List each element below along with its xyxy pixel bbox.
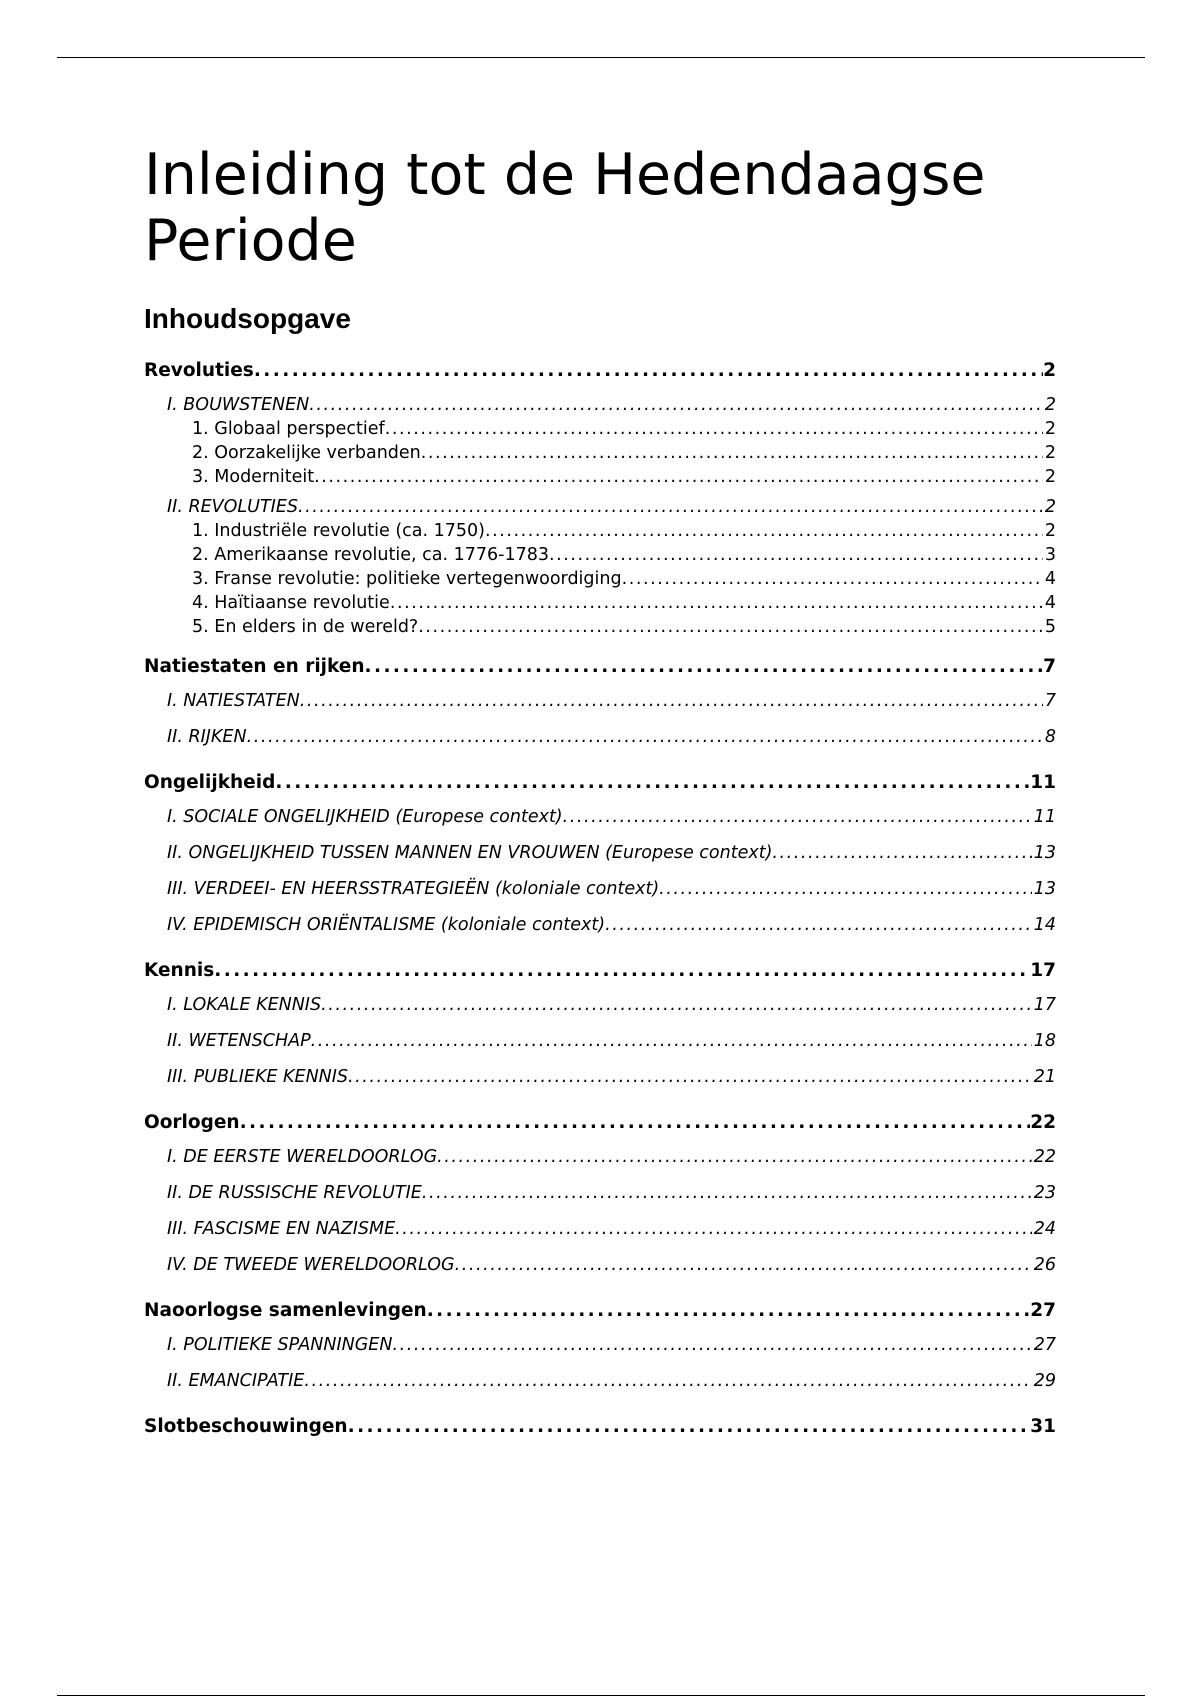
toc-subsection[interactable] xyxy=(144,543,1056,567)
toc-section[interactable] xyxy=(144,683,1056,719)
toc-page-number: 13 xyxy=(1033,879,1056,899)
toc-section[interactable] xyxy=(144,987,1056,1023)
dot-leader xyxy=(314,465,1043,489)
toc-section[interactable] xyxy=(144,719,1056,755)
dot-leader xyxy=(485,519,1043,543)
toc-entry-label: IV. EPIDEMISCH ORIËNTALISME (koloniale context) xyxy=(167,915,606,935)
dot-leader xyxy=(422,1175,1032,1211)
toc-page-number: 22 xyxy=(1033,1147,1056,1167)
toc-page-number: 2 xyxy=(1044,395,1056,415)
toc-section[interactable] xyxy=(144,835,1056,871)
toc-entry-label: Oorlogen xyxy=(144,1112,240,1133)
toc-page-number: 24 xyxy=(1033,1219,1056,1239)
toc-subsection[interactable] xyxy=(144,441,1056,465)
toc-entry-label: 3. Franse revolutie: politieke vertegenwoordiging xyxy=(192,569,622,589)
toc-subsection[interactable] xyxy=(144,567,1056,591)
document-title: Inleiding tot de Hedendaagse Periode xyxy=(144,142,986,274)
toc-page-number: 2 xyxy=(1044,443,1056,463)
toc-page-number: 2 xyxy=(1044,419,1056,439)
toc-entry-label: I. SOCIALE ONGELIJKHEID (Europese context) xyxy=(167,807,563,827)
toc-entry-label: III. VERDEEI- EN HEERSSTRATEGIEËN (koloniale context) xyxy=(167,879,660,899)
toc-entry-label: 4. Haïtiaanse revolutie xyxy=(192,593,390,613)
toc-entry-label: Slotbeschouwingen xyxy=(144,1416,348,1437)
toc-entry-label: IV. DE TWEEDE WERELDOORLOG xyxy=(167,1255,455,1275)
dot-leader xyxy=(304,1363,1031,1399)
toc-page-number: 23 xyxy=(1033,1183,1056,1203)
toc-subsection[interactable] xyxy=(144,615,1056,639)
toc-section[interactable] xyxy=(144,799,1056,835)
dot-leader xyxy=(418,615,1043,639)
dot-leader xyxy=(395,1211,1032,1247)
toc-section[interactable] xyxy=(144,1327,1056,1363)
dot-leader xyxy=(309,393,1043,417)
toc-entry-label: 2. Amerikaanse revolutie, ca. 1776-1783 xyxy=(192,545,549,565)
toc-entry-label: 3. Moderniteit xyxy=(192,467,315,487)
toc-page-number: 27 xyxy=(1030,1300,1056,1321)
toc-page-number: 4 xyxy=(1044,569,1056,589)
dot-leader xyxy=(348,1059,1032,1095)
toc-page-number: 27 xyxy=(1033,1335,1056,1355)
toc-page-number: 11 xyxy=(1033,807,1056,827)
dot-leader xyxy=(772,835,1031,871)
table-of-contents xyxy=(144,355,1056,1443)
toc-page-number: 7 xyxy=(1043,656,1056,677)
toc-chapter[interactable] xyxy=(144,355,1056,387)
toc-entry-label: Kennis xyxy=(144,960,215,981)
toc-section[interactable] xyxy=(144,1059,1056,1095)
toc-page-number: 17 xyxy=(1033,995,1056,1015)
toc-section[interactable] xyxy=(144,495,1056,519)
dot-leader xyxy=(365,651,1044,683)
toc-page-number: 2 xyxy=(1044,521,1056,541)
toc-page-number: 22 xyxy=(1030,1112,1056,1133)
toc-section[interactable] xyxy=(144,1363,1056,1399)
dot-leader xyxy=(311,1023,1032,1059)
toc-page-number: 21 xyxy=(1033,1067,1056,1087)
toc-entry-label: I. LOKALE KENNIS xyxy=(167,995,322,1015)
dot-leader xyxy=(392,1327,1031,1363)
toc-page-number: 29 xyxy=(1033,1371,1056,1391)
toc-entry-label: II. RIJKEN xyxy=(167,727,247,747)
toc-chapter[interactable] xyxy=(144,955,1056,987)
toc-entry-label: I. DE EERSTE WERELDOORLOG xyxy=(167,1147,438,1167)
dot-leader xyxy=(421,441,1043,465)
dot-leader xyxy=(300,683,1043,719)
toc-entry-label: Natiestaten en rijken xyxy=(144,656,365,677)
toc-entry-label: Naoorlogse samenlevingen xyxy=(144,1300,427,1321)
toc-section[interactable] xyxy=(144,1211,1056,1247)
dot-leader xyxy=(298,495,1043,519)
toc-page-number: 2 xyxy=(1044,497,1056,517)
toc-page-number: 14 xyxy=(1033,915,1056,935)
dot-leader xyxy=(563,799,1032,835)
toc-entry-label: I. POLITIEKE SPANNINGEN xyxy=(167,1335,393,1355)
toc-chapter[interactable] xyxy=(144,651,1056,683)
toc-section[interactable] xyxy=(144,393,1056,417)
toc-chapter[interactable] xyxy=(144,1107,1056,1139)
toc-page-number: 2 xyxy=(1043,360,1056,381)
dot-leader xyxy=(214,955,1030,987)
dot-leader xyxy=(605,907,1032,943)
toc-section[interactable] xyxy=(144,1023,1056,1059)
toc-entry-label: 1. Industriële revolutie (ca. 1750) xyxy=(192,521,486,541)
toc-section[interactable] xyxy=(144,1175,1056,1211)
toc-entry-label: I. NATIESTATEN xyxy=(167,691,300,711)
dot-leader xyxy=(321,987,1032,1023)
toc-chapter[interactable] xyxy=(144,1411,1056,1443)
toc-page-number: 11 xyxy=(1030,772,1056,793)
dot-leader xyxy=(348,1411,1031,1443)
toc-page-number: 17 xyxy=(1030,960,1056,981)
toc-entry-label: Ongelijkheid xyxy=(144,772,276,793)
toc-section[interactable] xyxy=(144,1247,1056,1283)
toc-subsection[interactable] xyxy=(144,465,1056,489)
toc-entry-label: III. FASCISME EN NAZISME xyxy=(167,1219,396,1239)
toc-page-number: 13 xyxy=(1033,843,1056,863)
toc-page-number: 3 xyxy=(1044,545,1056,565)
toc-subsection[interactable] xyxy=(144,519,1056,543)
dot-leader xyxy=(659,871,1032,907)
toc-entry-label: 1. Globaal perspectief xyxy=(192,419,385,439)
toc-subsection[interactable] xyxy=(144,591,1056,615)
toc-page-number: 18 xyxy=(1033,1031,1056,1051)
toc-subsection[interactable] xyxy=(144,417,1056,441)
toc-heading: Inhoudsopgave xyxy=(144,303,351,334)
dot-leader xyxy=(275,767,1030,799)
dot-leader xyxy=(385,417,1043,441)
toc-page-number: 26 xyxy=(1033,1255,1056,1275)
toc-page-number: 31 xyxy=(1030,1416,1056,1437)
toc-page-number: 4 xyxy=(1044,593,1056,613)
toc-page-number: 2 xyxy=(1044,467,1056,487)
toc-entry-label: 2. Oorzakelijke verbanden xyxy=(192,443,421,463)
dot-leader xyxy=(240,1107,1031,1139)
dot-leader xyxy=(437,1139,1032,1175)
toc-entry-label: II. WETENSCHAP xyxy=(167,1031,311,1051)
toc-section[interactable] xyxy=(144,871,1056,907)
header-rule xyxy=(57,57,1145,58)
toc-chapter[interactable] xyxy=(144,767,1056,799)
dot-leader xyxy=(247,719,1043,755)
toc-entry-label: II. ONGELIJKHEID TUSSEN MANNEN EN VROUWEN (Europese context) xyxy=(167,843,773,863)
dot-leader xyxy=(622,567,1043,591)
toc-entry-label: III. PUBLIEKE KENNIS xyxy=(167,1067,349,1087)
dot-leader xyxy=(254,355,1043,387)
toc-section[interactable] xyxy=(144,1139,1056,1175)
dot-leader xyxy=(427,1295,1031,1327)
toc-chapter[interactable] xyxy=(144,1295,1056,1327)
dot-leader xyxy=(390,591,1043,615)
toc-page-number: 8 xyxy=(1044,727,1056,747)
toc-entry-label: I. BOUWSTENEN xyxy=(167,395,310,415)
toc-entry-label: Revoluties xyxy=(144,360,254,381)
toc-page-number: 7 xyxy=(1044,691,1056,711)
toc-entry-label: II. DE RUSSISCHE REVOLUTIE xyxy=(167,1183,422,1203)
toc-entry-label: II. REVOLUTIES xyxy=(167,497,298,517)
dot-leader xyxy=(549,543,1043,567)
toc-entry-label: II. EMANCIPATIE xyxy=(167,1371,305,1391)
toc-section[interactable] xyxy=(144,907,1056,943)
footer-rule xyxy=(57,1695,1145,1696)
dot-leader xyxy=(455,1247,1032,1283)
toc-page-number: 5 xyxy=(1044,617,1056,637)
toc-entry-label: 5. En elders in de wereld? xyxy=(192,617,419,637)
